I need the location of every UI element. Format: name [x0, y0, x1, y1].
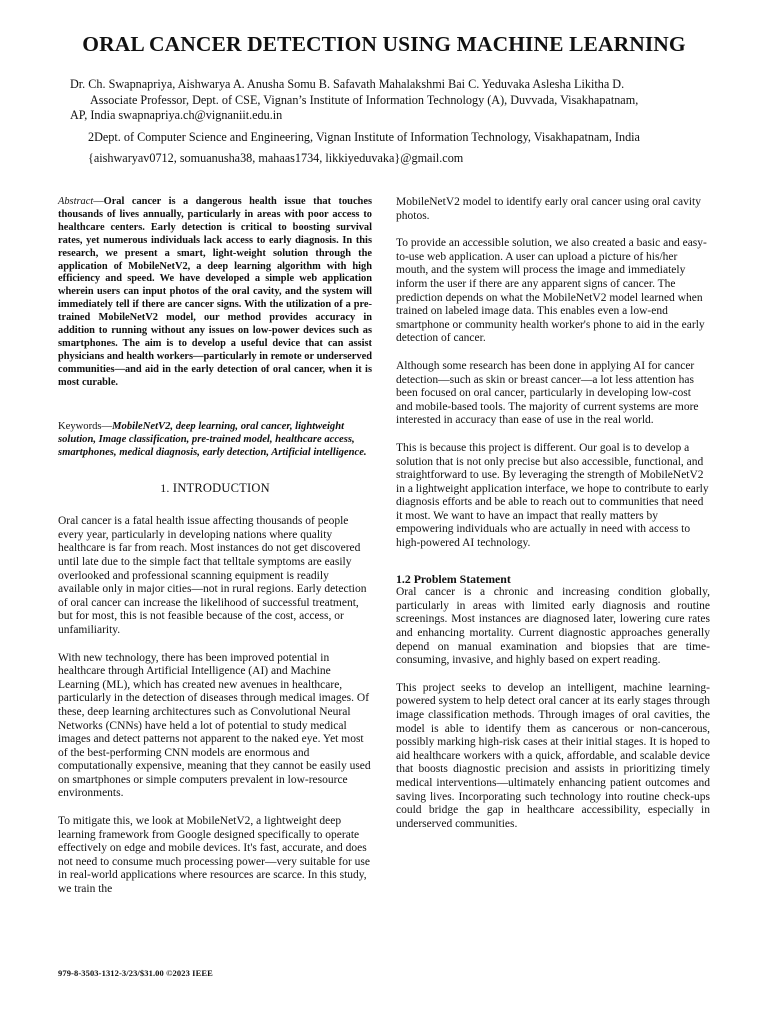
- abstract: [58, 196, 372, 390]
- section-title-rest: NTRODUCTION: [177, 480, 270, 495]
- intro-paragraph-4: To provide an accessible solution, we also created a basic and easy-to-use web application. A user can upload a picture of his/her mouth, and the system will process the image and immediately inform the user if there are any apparent signs of cancer. The prediction depends on what the MobileNetV2 model learned when trained on labeled image data. This enables even a low-end smartphone or community health worker's phone to aid in the early detection of cancer.: [396, 237, 707, 345]
- abstract-text: Oral cancer is a dangerous health issue that touches thousands of lives annually, particularly in areas with poor access to healthcare centers. Early detection is critical to boosting survival rates, yet numerous individuals lack access to early diagnosis. In this research, we present a smart, light-weight solution through the application of MobileNetV2, a deep learning algorithm with high efficiency and speed. We have developed a simple web application wherein users can input photos of the oral cavity, and the system will immediately tell if there are cancer signs. With the utilization of a pre-trained MobileNetV2 model, our method provides accuracy in addition to running without any issues on low-power devices such as smartphones. The aim is to develop a useful device that can assist physicians and health workers—particularly in remote or underserved communities—and aid in the early detection of oral cancer, when it is most curable.: [58, 196, 372, 388]
- keywords: [58, 420, 372, 459]
- section-initial: I: [172, 479, 178, 495]
- author-email: AP, India swapnapriya.ch@vignaniit.edu.in: [70, 108, 283, 122]
- right-column: [396, 196, 710, 845]
- intro-paragraph-3: To mitigate this, we look at MobileNetV2, a lightweight deep learning framework from Google designed specifically to operate effectively on edge and mobile devices. It's fast, accurate, and does not need to consume much processing power—very suitable for use in real-world applications where resources are scarce. In this study, we train the: [58, 815, 371, 896]
- problem-paragraph-2: This project seeks to develop an intelligent, machine learning-powered system to help detect oral cancer at its early stages through image classification methods. Through images of oral cavities, the model is able to identify them as cancerous or non-cancerous, possibly marking high-risk cases at their initial stages. It is hoped to aid healthcare workers with a quick, affordable, and scalable device that boosts diagnostic precision and assists in prioritizing timely medical interventions—ultimately enhancing patient outcomes and saving lives. Incorporating such technology into routine check-ups could bridge the gap in healthcare accessibility, especially in underserved communities.: [396, 681, 710, 830]
- intro-paragraph-1: Oral cancer is a fatal health issue affecting thousands of people every year, particularly in developing nations where quality healthcare is far from reach. Most instances do not get discovered until late due to the simple fact that telltale symptoms are easily overlooked and professional scanning equipment is readily available only in major cities—not in rural regions. Early detection of oral cancer can increase the likelihood of successful treatment, but for most, this is not feasible because of the cost, access, or unfamiliarity.: [58, 515, 367, 636]
- abstract-label: Abstract: [58, 196, 94, 207]
- affiliation-dept: 2Dept. of Computer Science and Engineering, Vignan Institute of Information Technology, Visakhapatnam, India: [88, 130, 640, 144]
- section-heading-introduction: [58, 481, 372, 496]
- left-column: [58, 196, 372, 911]
- author-names: Dr. Ch. Swapnapriya, Aishwarya A. Anusha Somu B. Safavath Mahalakshmi Bai C. Yeduvaka Aslesha Likitha D.: [70, 77, 625, 91]
- intro-paragraph-6: This is because this project is different. Our goal is to develop a solution that is not only precise but also accessible, functional, and straightforward to use. By leveraging the strength of MobileNetV2 in a lightweight application interface, we hope to contribute to early diagnosis efforts and be able to reach out to communities that need it most. We want to have an impact that really matters by empowering individuals who are actually in need with access to high-powered AI technology.: [396, 441, 709, 550]
- intro-paragraph-3-continued: MobileNetV2 model to identify early oral cancer using oral cavity photos.: [396, 196, 701, 222]
- intro-paragraph-2: With new technology, there has been improved potential in healthcare through Artificial Intelligence (AI) and Machine Learning (ML), which has created new avenues in healthcare, particularly in the detection of diseases through medical images. Of these, deep learning architectures such as Convolutional Neural Networks (CNNs) have held a lot of potential to study medical images and detect patterns not apparent to the naked eye. Yet most of the best-performing CNN models are enormous and computationally expensive, meaning that they cannot be easily used on smartphones or simple computers prevalent in low-resource environments.: [58, 651, 371, 800]
- problem-paragraph-1: Oral cancer is a chronic and increasing condition globally, particularly in areas with limited early diagnosis and routine screenings. Most instances are diagnosed later, lowering cure rates and enhancing mortality. Current diagnostic approaches generally depend on manual examination and biopsies that are time-consuming, invasive, and highly based on expert reading.: [396, 586, 710, 667]
- section-number: 1.: [160, 480, 170, 495]
- secondary-affiliation: [88, 127, 728, 169]
- keywords-label: Keywords—: [58, 420, 113, 432]
- abstract-dash: —: [93, 196, 104, 207]
- intro-paragraph-5: Although some research has been done in applying AI for cancer detection—such as skin or breast cancer—a lot less attention has been focused on oral cancer, particularly in developing low-cost and mobile-based tools. The majority of current systems are more interested in accuracy than ease of use in the real world.: [396, 359, 699, 427]
- paper-title: ORAL CANCER DETECTION USING MACHINE LEARNING: [82, 32, 686, 56]
- affiliation-emails: {aishwaryav0712, somuanusha38, mahaas1734, likkiyeduvaka}@gmail.com: [88, 151, 464, 165]
- author-affiliation: Associate Professor, Dept. of CSE, Vignan’s Institute of Information Technology (A), Duvvada, Visakhapatnam,: [90, 92, 639, 107]
- keywords-text: MobileNetV2, deep learning, oral cancer, lightweight solution, Image classification, pre-trained model, healthcare access, smartphones, medical diagnosis, early detection, Artificial intelligence.: [58, 420, 367, 458]
- author-block: [70, 77, 710, 124]
- problem-statement-heading: 1.2 Problem Statement: [396, 571, 511, 586]
- copyright-footer: 979-8-3503-1312-3/23/$31.00 ©2023 IEEE: [58, 968, 213, 978]
